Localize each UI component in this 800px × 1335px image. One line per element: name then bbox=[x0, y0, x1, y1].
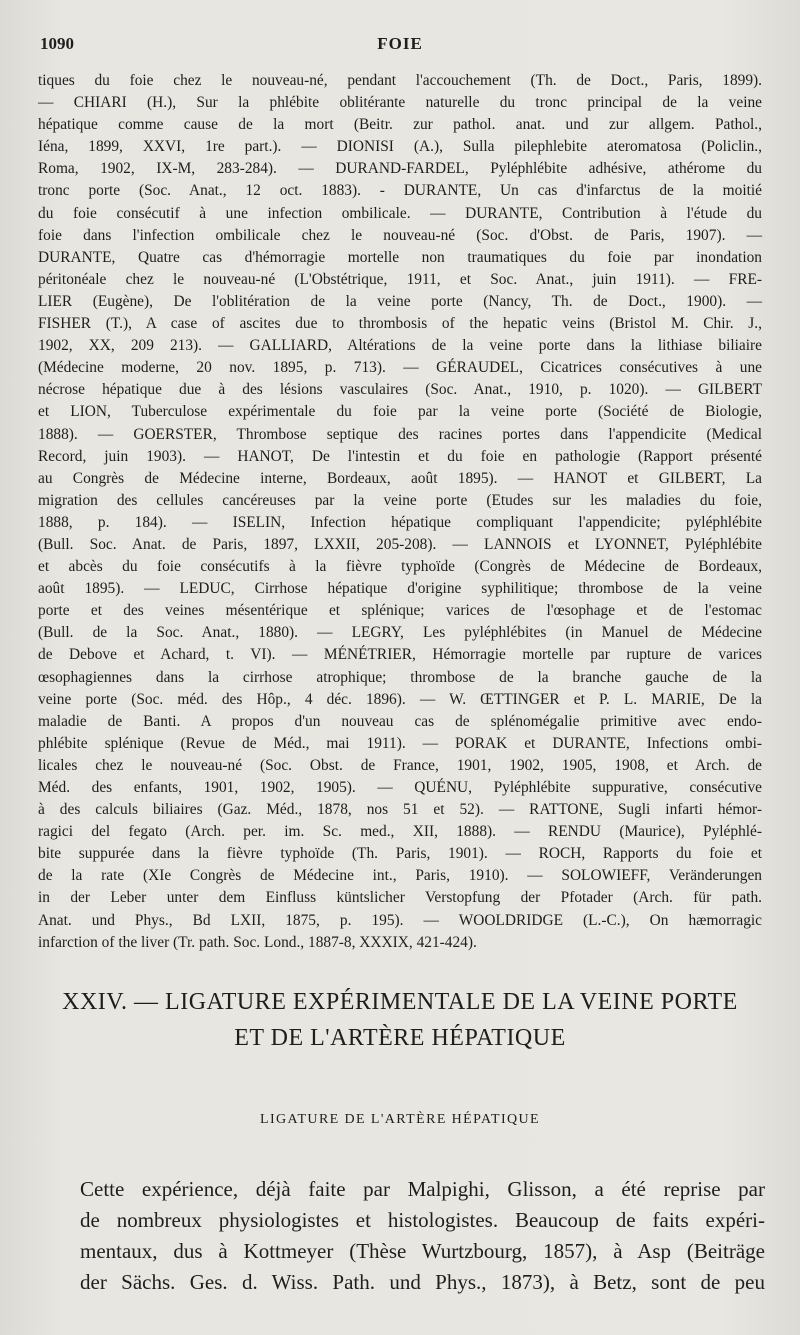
page-number: 1090 bbox=[40, 34, 74, 53]
bibliography-line: tiques du foie chez le nouveau-né, pendant l'accouchement (Th. de Doct., Paris, 1899). bbox=[38, 72, 762, 89]
bibliography-line: FISHER (T.), A case of ascites due to thrombosis of the hepatic veins (Bristol M. Chir. J., bbox=[38, 315, 762, 333]
bibliography-line: péritonéale chez le nouveau-né (L'Obstétrique, 1911, et Soc. Anat., juin 1911). — FRE- bbox=[38, 270, 762, 288]
body-text bbox=[80, 1174, 765, 1298]
bibliography-line: porte et des veines mésentérique et splénique; varices de l'œsophage et de l'estomac bbox=[38, 602, 762, 620]
bibliography-line: Roma, 1902, IX-M, 283-284). — DURAND-FARDEL, Pyléphlébite adhésive, athérome du bbox=[38, 160, 762, 178]
bibliography-line: (Bull. Soc. Anat. de Paris, 1897, LXXII, 205-208). — LANNOIS et LYONNET, Pyléphlébite bbox=[38, 535, 762, 553]
bibliography-line: Record, juin 1903). — HANOT, De l'intestin et du foie en pathologie (Rapport présenté bbox=[38, 447, 762, 465]
bibliography-line: tronc porte (Soc. Anat., 12 oct. 1883). - DURANTE, Un cas d'infarctus de la moitié bbox=[38, 182, 762, 200]
bibliography-line: 1902, XX, 209 213). — GALLIARD, Altérations de la veine porte dans la lithiase biliaire bbox=[38, 337, 762, 355]
bibliography-line: maladie de Banti. A propos d'un nouveau cas de splénomégalie primitive avec endo- bbox=[38, 712, 762, 730]
bibliography-line: de la rate (XIe Congrès de Médecine int., Paris, 1910). — SOLOWIEFF, Veränderungen bbox=[38, 867, 762, 885]
body-line: Cette expérience, déjà faite par Malpighi, Glisson, a été reprise par bbox=[80, 1177, 765, 1201]
bibliography-line: (Médecine moderne, 20 nov. 1895, p. 713). — GÉRAUDEL, Cicatrices consécutives à une bbox=[38, 359, 762, 377]
bibliography-line: ragici del fegato (Arch. per. im. Sc. med., XII, 1888). — RENDU (Maurice), Pyléphlé- bbox=[38, 823, 762, 841]
bibliography-line: DURANTE, Quatre cas d'hémorragie mortelle non traumatiques du foie par inondation bbox=[38, 248, 762, 266]
subheading: LIGATURE DE L'ARTÈRE HÉPATIQUE bbox=[260, 1112, 540, 1127]
bibliography-line: licales chez le nouveau-né (Soc. Obst. de France, 1901, 1902, 1905, 1908, et Arch. de bbox=[38, 756, 762, 774]
bibliography-line: et abcès du foie consécutifs à la fièvre typhoïde (Congrès de Médecine de Bordeaux, bbox=[38, 558, 762, 576]
bibliography-line: et LION, Tuberculose expérimentale du foie par la veine porte (Société de Biologie, bbox=[38, 403, 762, 421]
bibliography-line: infarction of the liver (Tr. path. Soc. Lond., 1887-8, XXXIX, 421-424). bbox=[38, 933, 477, 951]
bibliography-line: bite suppurée dans la fièvre typhoïde (Th. Paris, 1901). — ROCH, Rapports du foie et bbox=[38, 845, 762, 863]
bibliography-line: (Bull. de la Soc. Anat., 1880). — LEGRY, Les pyléphlébites (in Manuel de Médecine bbox=[38, 624, 762, 642]
bibliography-line: hépatique comme cause de la mort (Beitr. zur pathol. anat. und zur allgem. Pathol., bbox=[38, 116, 762, 134]
running-head bbox=[40, 34, 760, 58]
section-heading-line: ET DE L'ARTÈRE HÉPATIQUE bbox=[234, 1025, 566, 1051]
bibliography-line: au Congrès de Médecine interne, Bordeaux, août 1895). — HANOT et GILBERT, La bbox=[38, 469, 762, 487]
bibliography-line: du foie consécutif à une infection ombilicale. — DURANTE, Contribution à l'étude du bbox=[38, 204, 762, 222]
bibliography-line: migration des cellules cancéreuses par la veine porte (Etudes sur les maladies du foie, bbox=[38, 491, 762, 509]
bibliography-line: Méd. des enfants, 1901, 1902, 1905). — QUÉNU, Pyléphlébite suppurative, consécutive bbox=[38, 779, 762, 796]
bibliography-line: 1888). — GOERSTER, Thrombose septique des racines portes dans l'appendicite (Medical bbox=[38, 425, 762, 443]
body-line: der Sächs. Ges. d. Wiss. Path. und Phys., 1873), à Betz, sont de peu bbox=[80, 1270, 765, 1294]
running-title: FOIE bbox=[377, 34, 423, 53]
bibliography-line: Anat. und Phys., Bd LXII, 1875, p. 195). — WOOLDRIDGE (L.-C.), On hæmorragic bbox=[38, 911, 762, 929]
bibliography-line: foie dans l'infection ombilicale chez le nouveau-né (Soc. d'Obst. de Paris, 1907). — bbox=[38, 226, 762, 244]
bibliography-line: œsophagiennes dans la cirrhose atrophique; thrombose de la branche gauche de la bbox=[38, 668, 762, 686]
bibliography-line: — CHIARI (H.), Sur la phlébite oblitérante naturelle du tronc principal de la veine bbox=[38, 94, 762, 112]
bibliography-line: veine porte (Soc. méd. des Hôp., 4 déc. 1896). — W. ŒTTINGER et P. L. MARIE, De la bbox=[38, 690, 762, 708]
body-line: de nombreux physiologistes et histologistes. Beaucoup de faits expéri- bbox=[80, 1208, 765, 1232]
bibliography-line: à des calculs biliaires (Gaz. Méd., 1878, nos 51 et 52). — RATTONE, Sugli infarti hémor- bbox=[38, 801, 762, 819]
body-line: mentaux, dus à Kottmeyer (Thèse Wurtzbourg, 1857), à Asp (Beiträge bbox=[80, 1239, 765, 1263]
bibliography-line: août 1895). — LEDUC, Cirrhose hépatique d'origine syphilitique; thrombose de la veine bbox=[38, 580, 762, 598]
bibliography-line: de Debove et Achard, t. VI). — MÉNÉTRIER, Hémorragie mortelle par rupture de varices bbox=[38, 646, 762, 664]
bibliography-block bbox=[38, 70, 762, 954]
bibliography-line: Iéna, 1899, XXVI, 1re part.). — DIONISI (A.), Sulla pilephlebite ateromatosa (Policlin., bbox=[38, 138, 762, 156]
section-heading bbox=[40, 984, 760, 1056]
section-heading-line: XXIV. — LIGATURE EXPÉRIMENTALE DE LA VEINE PORTE bbox=[62, 989, 738, 1015]
bibliography-line: in der Leber unter dem Einfluss küntslicher Verstopfung der Pfotader (Arch. für path. bbox=[38, 889, 762, 907]
bibliography-line: 1888, p. 184). — ISELIN, Infection hépatique compliquant l'appendicite; pyléphlébite bbox=[38, 513, 762, 531]
bibliography-line: nécrose hépatique due à des lésions vasculaires (Soc. Anat., 1910, p. 1020). — GILBERT bbox=[38, 381, 762, 399]
bibliography-line: phlébite splénique (Revue de Méd., mai 1911). — PORAK et DURANTE, Infections ombi- bbox=[38, 734, 762, 752]
bibliography-line: LIER (Eugène), De l'oblitération de la veine porte (Nancy, Th. de Doct., 1900). — bbox=[38, 292, 762, 310]
